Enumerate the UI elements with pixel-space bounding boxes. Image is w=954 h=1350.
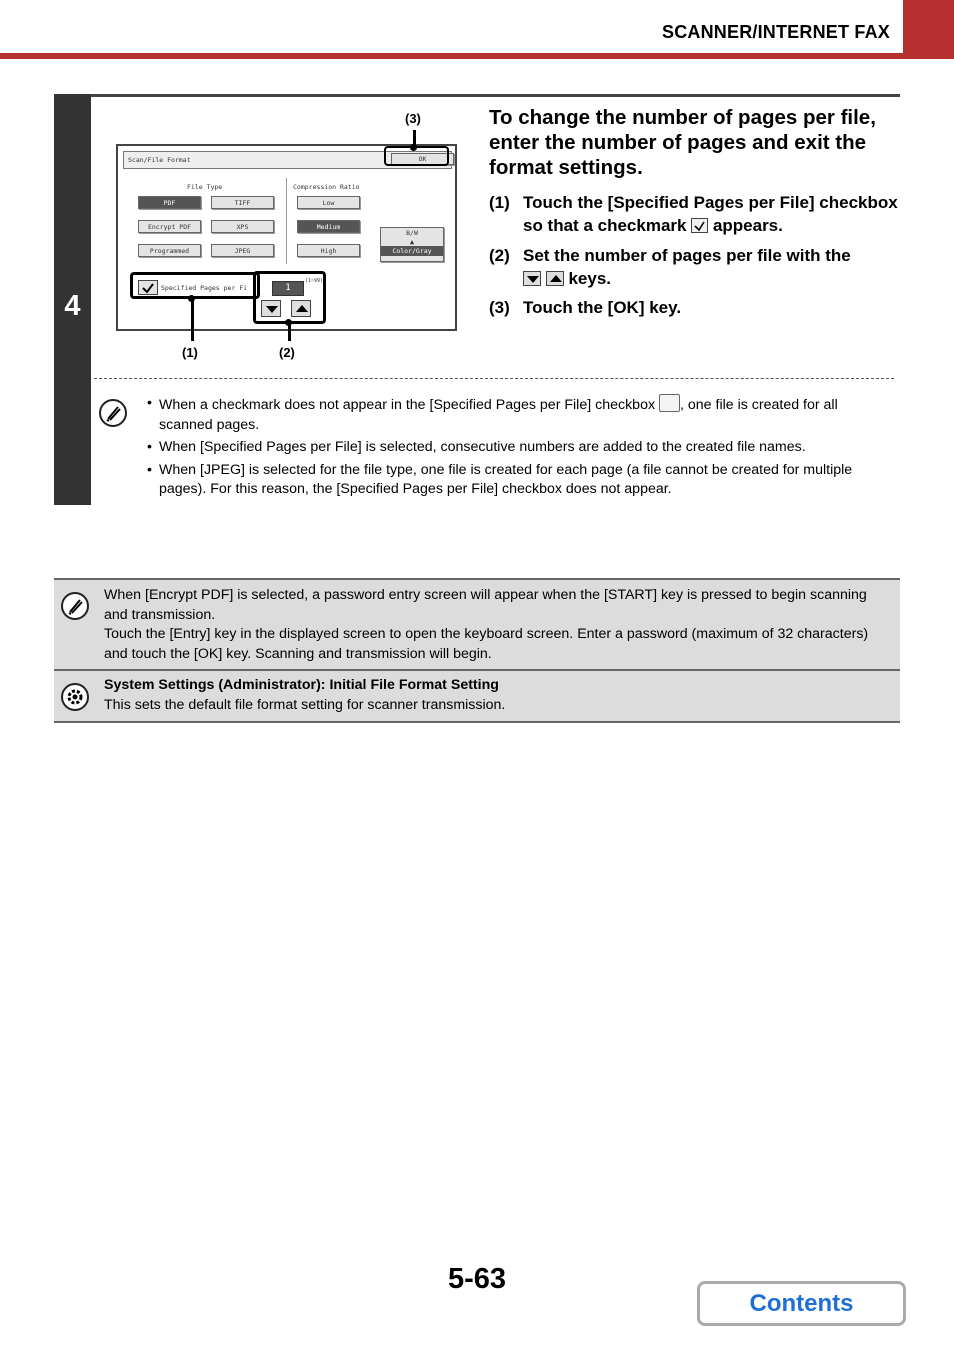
step-2-text (523, 244, 898, 290)
empty-checkbox-icon (659, 394, 680, 412)
ok-button[interactable]: OK (391, 153, 454, 165)
step-1-text-b: appears. (712, 216, 783, 235)
specified-pages-label: Specified Pages per Fi (161, 284, 248, 292)
settings-title: System Settings (Administrator): Initial File Format Setting (104, 677, 499, 693)
color-mode-bw: B/W (406, 229, 418, 237)
checkmark-icon (691, 218, 708, 233)
color-mode-button[interactable] (380, 227, 444, 262)
contents-button[interactable]: Contents (697, 1281, 906, 1326)
step-1-text-a: Touch the [Specified Pages per File] checkbox so that a checkmark (523, 193, 898, 235)
dashed-divider (94, 378, 894, 379)
callout-1-frame (130, 272, 260, 299)
note-bullets (147, 394, 887, 503)
pencil-note-icon (61, 592, 89, 620)
divider (286, 178, 287, 264)
info-text (104, 586, 890, 664)
section-title: SCANNER/INTERNET FAX (661, 22, 890, 42)
file-type-tiff[interactable]: TIFF (211, 196, 274, 209)
step-2-text-a: Set the number of pages per file with the (523, 246, 851, 265)
callout-1-label: (1) (182, 345, 198, 360)
note-bullet-1 (147, 394, 887, 435)
callout-3-label: (3) (405, 111, 421, 126)
callout-2-dot (285, 319, 292, 326)
note-bullet-3: • When [JPEG] is selected for the file type, one file is created for each page (a file cannot be created for multiple pages). For this reason, the [Specified Pages per File] checkbox does not appear. (147, 461, 887, 500)
callout-1-leader (191, 299, 194, 341)
step-1-number: (1) (489, 193, 510, 212)
screen-title: Scan/File Format (128, 156, 191, 164)
step-3-text: Touch the [OK] key. (523, 298, 682, 317)
step-number: 4 (64, 290, 81, 322)
pencil-note-icon (99, 399, 127, 427)
file-type-jpeg[interactable]: JPEG (211, 244, 274, 257)
callout-1-dot (188, 295, 195, 302)
instruction-heading: To change the number of pages per file, enter the number of pages and exit the format settings. (489, 106, 876, 179)
color-mode-color: Color/Gray (381, 246, 443, 256)
step-2-number: (2) (489, 246, 510, 265)
note-bullet-2: • When [Specified Pages per File] is selected, consecutive numbers are added to the created file names. (147, 438, 887, 458)
page-number: 5-63 (447, 1263, 507, 1295)
file-type-xps[interactable]: XPS (211, 220, 274, 233)
page-count-field[interactable]: 1 (272, 281, 304, 296)
page-range: (1~99) (305, 278, 324, 284)
callout-2-label: (2) (279, 345, 295, 360)
settings-text (104, 676, 890, 715)
file-type-encrypt-pdf[interactable]: Encrypt PDF (138, 220, 201, 233)
step-2-text-b: keys. (568, 269, 612, 288)
compression-high[interactable]: High (297, 244, 360, 257)
step-3-number: (3) (489, 298, 510, 317)
compression-low[interactable]: Low (297, 196, 360, 209)
swap-icon: ▲ (409, 238, 415, 246)
header-tab (903, 0, 954, 59)
callout-2-frame (253, 271, 326, 324)
file-type-label: File Type (187, 183, 223, 191)
file-type-programmed[interactable]: Programmed (138, 244, 201, 257)
note-1-text-a: When a checkmark does not appear in the [Specified Pages per File] checkbox (159, 397, 656, 413)
header-rule (0, 53, 954, 59)
note-1-text-b: , one file is created for all scanned pages. (159, 397, 838, 433)
step-1-text (523, 191, 898, 237)
down-key-icon (523, 271, 541, 286)
compression-medium[interactable]: Medium (297, 220, 360, 233)
info-paragraph-1: When [Encrypt PDF] is selected, a password entry screen will appear when the [START] key is pressed to begin scanning and transmission. (104, 587, 867, 623)
gear-icon (61, 683, 89, 711)
step-bar (54, 94, 91, 505)
callout-3-dot (410, 144, 417, 151)
compression-label: Compression Ratio (293, 183, 360, 191)
up-key-icon (546, 271, 564, 286)
step-top-rule (54, 94, 900, 97)
settings-description: This sets the default file format setting for scanner transmission. (104, 696, 506, 713)
file-type-pdf[interactable]: PDF (138, 196, 201, 209)
info-paragraph-2: Touch the [Entry] key in the displayed screen to open the keyboard screen. Enter a password (maximum of 32 characters) and touch the [OK] key. Scanning and transmission will begin. (104, 626, 869, 662)
